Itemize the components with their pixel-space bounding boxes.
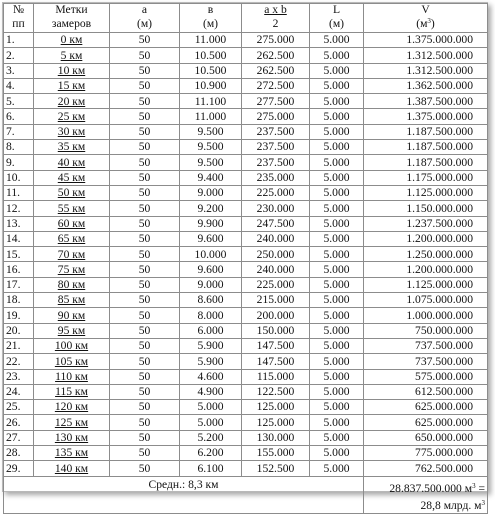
cell-ab2: 225.000 <box>242 185 310 200</box>
cell-mark: 20 км <box>34 94 110 109</box>
cell-num: 3. <box>4 63 34 78</box>
cell-a: 50 <box>110 323 180 338</box>
table-row <box>4 124 488 139</box>
cell-mark: 40 км <box>34 155 110 170</box>
cell-a: 50 <box>110 201 180 216</box>
header-L: L <box>310 4 364 19</box>
cell-mark: 0 км <box>34 33 110 48</box>
cell-b: 5.900 <box>180 338 242 353</box>
cell-num: 20. <box>4 323 34 338</box>
header-ab2: а х b <box>242 4 310 19</box>
table-row <box>4 185 488 200</box>
cell-mark: 15 км <box>34 78 110 93</box>
cell-V: 775.000.000 <box>364 446 488 461</box>
cell-ab2: 225.000 <box>242 277 310 292</box>
cell-mark: 85 км <box>34 293 110 308</box>
cell-ab2: 147.500 <box>242 338 310 353</box>
cell-mark: 120 км <box>34 400 110 415</box>
header-row-2 <box>4 18 488 33</box>
cell-L: 5.000 <box>310 369 364 384</box>
cell-num: 10. <box>4 170 34 185</box>
cell-num: 17. <box>4 277 34 292</box>
cell-L: 5.000 <box>310 231 364 246</box>
cell-L: 5.000 <box>310 216 364 231</box>
cell-L: 5.000 <box>310 94 364 109</box>
cell-L: 5.000 <box>310 277 364 292</box>
header-V: V <box>364 4 488 19</box>
footer-row <box>4 476 488 513</box>
cell-V: 1.375.000.000 <box>364 33 488 48</box>
cell-a: 50 <box>110 354 180 369</box>
cell-ab2: 240.000 <box>242 262 310 277</box>
cell-b: 8.000 <box>180 308 242 323</box>
cell-mark: 25 км <box>34 109 110 124</box>
table-row <box>4 384 488 399</box>
cell-mark: 100 км <box>34 338 110 353</box>
cell-V: 737.500.000 <box>364 338 488 353</box>
cell-ab2: 200.000 <box>242 308 310 323</box>
cell-num: 2. <box>4 48 34 63</box>
header-num: № <box>4 4 34 19</box>
cell-ab2: 277.500 <box>242 94 310 109</box>
cell-L: 5.000 <box>310 323 364 338</box>
cell-L: 5.000 <box>310 461 364 476</box>
cell-a: 50 <box>110 415 180 430</box>
cell-ab2: 230.000 <box>242 201 310 216</box>
cell-b: 5.000 <box>180 415 242 430</box>
cell-V: 625.000.000 <box>364 415 488 430</box>
table-row <box>4 262 488 277</box>
table-row <box>4 415 488 430</box>
cell-num: 29. <box>4 461 34 476</box>
cell-ab2: 155.000 <box>242 446 310 461</box>
cell-num: 24. <box>4 384 34 399</box>
table-row <box>4 338 488 353</box>
cell-ab2: 272.500 <box>242 78 310 93</box>
cell-a: 50 <box>110 231 180 246</box>
cell-num: 12. <box>4 201 34 216</box>
cell-ab2: 152.500 <box>242 461 310 476</box>
cell-mark: 10 км <box>34 63 110 78</box>
cell-num: 21. <box>4 338 34 353</box>
cell-a: 50 <box>110 124 180 139</box>
cell-L: 5.000 <box>310 170 364 185</box>
cell-num: 26. <box>4 415 34 430</box>
cell-L: 5.000 <box>310 247 364 262</box>
cell-b: 5.200 <box>180 430 242 445</box>
table-row <box>4 354 488 369</box>
cell-V: 1.187.500.000 <box>364 140 488 155</box>
cell-V: 1.312.500.000 <box>364 48 488 63</box>
table-row <box>4 33 488 48</box>
cell-mark: 35 км <box>34 140 110 155</box>
cell-mark: 125 км <box>34 415 110 430</box>
cell-L: 5.000 <box>310 400 364 415</box>
cell-V: 1.362.500.000 <box>364 78 488 93</box>
cell-b: 9.600 <box>180 231 242 246</box>
cell-num: 18. <box>4 293 34 308</box>
cell-mark: 105 км <box>34 354 110 369</box>
cell-V: 1.237.500.000 <box>364 216 488 231</box>
cell-a: 50 <box>110 155 180 170</box>
total-volume: 28.837.500.000 $м^3$ = 28,8 млрд. $м^3$ <box>364 476 488 513</box>
cell-L: 5.000 <box>310 338 364 353</box>
cell-num: 5. <box>4 94 34 109</box>
cell-L: 5.000 <box>310 201 364 216</box>
cell-num: 11. <box>4 185 34 200</box>
cell-b: 9.600 <box>180 262 242 277</box>
cell-mark: 110 км <box>34 369 110 384</box>
cell-L: 5.000 <box>310 78 364 93</box>
data-table-frame <box>2 2 488 512</box>
cell-b: 9.500 <box>180 155 242 170</box>
cell-num: 14. <box>4 231 34 246</box>
cell-num: 25. <box>4 400 34 415</box>
cell-a: 50 <box>110 369 180 384</box>
cell-ab2: 237.500 <box>242 155 310 170</box>
cell-L: 5.000 <box>310 415 364 430</box>
table-row <box>4 446 488 461</box>
cell-mark: 90 км <box>34 308 110 323</box>
table-row <box>4 430 488 445</box>
cell-V: 1.187.500.000 <box>364 155 488 170</box>
cell-ab2: 275.000 <box>242 33 310 48</box>
cell-mark: 65 км <box>34 231 110 246</box>
table-row <box>4 293 488 308</box>
cell-ab2: 237.500 <box>242 124 310 139</box>
cell-a: 50 <box>110 430 180 445</box>
cell-mark: 50 км <box>34 185 110 200</box>
cell-ab2: 122.500 <box>242 384 310 399</box>
cell-num: 8. <box>4 140 34 155</box>
cell-ab2: 115.000 <box>242 369 310 384</box>
cell-num: 23. <box>4 369 34 384</box>
cell-b: 4.900 <box>180 384 242 399</box>
cell-ab2: 150.000 <box>242 323 310 338</box>
table-row <box>4 78 488 93</box>
cell-a: 50 <box>110 170 180 185</box>
header-mark-sub: замеров <box>34 18 110 33</box>
cell-b: 9.500 <box>180 140 242 155</box>
cell-b: 9.500 <box>180 124 242 139</box>
cell-b: 9.400 <box>180 170 242 185</box>
header-a-unit: (м) <box>110 18 180 33</box>
cell-b: 11.000 <box>180 33 242 48</box>
cell-a: 50 <box>110 78 180 93</box>
header-mark: Метки <box>34 4 110 19</box>
cell-L: 5.000 <box>310 48 364 63</box>
header-a: а <box>110 4 180 19</box>
cell-a: 50 <box>110 185 180 200</box>
table-row <box>4 323 488 338</box>
cell-a: 50 <box>110 293 180 308</box>
cell-L: 5.000 <box>310 155 364 170</box>
table-row <box>4 308 488 323</box>
cell-L: 5.000 <box>310 185 364 200</box>
cell-b: 5.000 <box>180 400 242 415</box>
cell-ab2: 275.000 <box>242 109 310 124</box>
cell-a: 50 <box>110 277 180 292</box>
cell-a: 50 <box>110 461 180 476</box>
cell-V: 1.250.000.000 <box>364 247 488 262</box>
cell-b: 6.100 <box>180 461 242 476</box>
cell-V: 625.000.000 <box>364 400 488 415</box>
cell-ab2: 235.000 <box>242 170 310 185</box>
cell-V: 1.125.000.000 <box>364 277 488 292</box>
header-L-unit: (м) <box>310 18 364 33</box>
table-row <box>4 461 488 476</box>
cell-num: 6. <box>4 109 34 124</box>
cell-num: 15. <box>4 247 34 262</box>
cell-b: 9.000 <box>180 185 242 200</box>
cell-V: 1.000.000.000 <box>364 308 488 323</box>
cell-a: 50 <box>110 400 180 415</box>
cell-L: 5.000 <box>310 262 364 277</box>
header-b-unit: (м) <box>180 18 242 33</box>
cell-L: 5.000 <box>310 354 364 369</box>
cell-V: 1.187.500.000 <box>364 124 488 139</box>
cell-mark: 140 км <box>34 461 110 476</box>
cell-mark: 95 км <box>34 323 110 338</box>
average-label: Средн.: 8,3 км <box>4 476 364 513</box>
cell-ab2: 262.500 <box>242 48 310 63</box>
table-row <box>4 155 488 170</box>
table-row <box>4 247 488 262</box>
cell-ab2: 147.500 <box>242 354 310 369</box>
cell-mark: 60 км <box>34 216 110 231</box>
cell-L: 5.000 <box>310 63 364 78</box>
cell-b: 9.000 <box>180 277 242 292</box>
cell-mark: 45 км <box>34 170 110 185</box>
cell-b: 10.900 <box>180 78 242 93</box>
cell-a: 50 <box>110 48 180 63</box>
table-row <box>4 277 488 292</box>
cell-num: 22. <box>4 354 34 369</box>
cell-mark: 55 км <box>34 201 110 216</box>
cell-V: 1.200.000.000 <box>364 231 488 246</box>
header-num-sub: пп <box>4 18 34 33</box>
cell-ab2: 240.000 <box>242 231 310 246</box>
cell-L: 5.000 <box>310 430 364 445</box>
cell-V: 737.500.000 <box>364 354 488 369</box>
cell-b: 5.900 <box>180 354 242 369</box>
cell-ab2: 215.000 <box>242 293 310 308</box>
cell-b: 6.000 <box>180 323 242 338</box>
cell-L: 5.000 <box>310 446 364 461</box>
header-V-unit: $(м^3)$ <box>364 18 488 33</box>
cell-a: 50 <box>110 338 180 353</box>
cell-b: 10.000 <box>180 247 242 262</box>
cell-num: 16. <box>4 262 34 277</box>
cell-ab2: 125.000 <box>242 415 310 430</box>
cell-mark: 5 км <box>34 48 110 63</box>
cell-b: 10.500 <box>180 48 242 63</box>
cell-b: 11.000 <box>180 109 242 124</box>
cell-V: 612.500.000 <box>364 384 488 399</box>
measurements-table <box>3 3 488 514</box>
cell-ab2: 262.500 <box>242 63 310 78</box>
cell-b: 9.900 <box>180 216 242 231</box>
table-row <box>4 48 488 63</box>
cell-V: 1.150.000.000 <box>364 201 488 216</box>
table-row <box>4 201 488 216</box>
cell-b: 8.600 <box>180 293 242 308</box>
table-row <box>4 63 488 78</box>
cell-a: 50 <box>110 109 180 124</box>
cell-mark: 70 км <box>34 247 110 262</box>
cell-mark: 75 км <box>34 262 110 277</box>
cell-a: 50 <box>110 33 180 48</box>
cell-L: 5.000 <box>310 124 364 139</box>
table-row <box>4 109 488 124</box>
cell-num: 27. <box>4 430 34 445</box>
table-row <box>4 94 488 109</box>
cell-V: 575.000.000 <box>364 369 488 384</box>
cell-a: 50 <box>110 262 180 277</box>
cell-b: 4.600 <box>180 369 242 384</box>
table-row <box>4 369 488 384</box>
cell-L: 5.000 <box>310 293 364 308</box>
cell-mark: 135 км <box>34 446 110 461</box>
cell-a: 50 <box>110 446 180 461</box>
cell-a: 50 <box>110 308 180 323</box>
cell-b: 11.100 <box>180 94 242 109</box>
table-body <box>4 33 488 477</box>
cell-L: 5.000 <box>310 140 364 155</box>
cell-num: 7. <box>4 124 34 139</box>
cell-V: 650.000.000 <box>364 430 488 445</box>
cell-a: 50 <box>110 140 180 155</box>
cell-V: 1.175.000.000 <box>364 170 488 185</box>
cell-mark: 80 км <box>34 277 110 292</box>
cell-num: 9. <box>4 155 34 170</box>
cell-num: 28. <box>4 446 34 461</box>
cell-b: 9.200 <box>180 201 242 216</box>
cell-num: 4. <box>4 78 34 93</box>
header-ab2-denominator: 2 <box>242 18 310 33</box>
cell-L: 5.000 <box>310 109 364 124</box>
cell-num: 19. <box>4 308 34 323</box>
cell-L: 5.000 <box>310 33 364 48</box>
table-row <box>4 140 488 155</box>
cell-V: 1.375.000.000 <box>364 109 488 124</box>
cell-a: 50 <box>110 94 180 109</box>
header-b: в <box>180 4 242 19</box>
cell-V: 750.000.000 <box>364 323 488 338</box>
cell-mark: 130 км <box>34 430 110 445</box>
cell-V: 1.075.000.000 <box>364 293 488 308</box>
cell-V: 1.312.500.000 <box>364 63 488 78</box>
cell-a: 50 <box>110 216 180 231</box>
cell-V: 1.387.500.000 <box>364 94 488 109</box>
cell-a: 50 <box>110 384 180 399</box>
cell-V: 1.200.000.000 <box>364 262 488 277</box>
cell-a: 50 <box>110 247 180 262</box>
table-row <box>4 231 488 246</box>
cell-a: 50 <box>110 63 180 78</box>
cell-L: 5.000 <box>310 384 364 399</box>
header-row-1 <box>4 4 488 19</box>
cell-ab2: 130.000 <box>242 430 310 445</box>
cell-mark: 115 км <box>34 384 110 399</box>
cell-V: 762.500.000 <box>364 461 488 476</box>
table-row <box>4 400 488 415</box>
cell-ab2: 125.000 <box>242 400 310 415</box>
table-row <box>4 170 488 185</box>
table-row <box>4 216 488 231</box>
cell-V: 1.125.000.000 <box>364 185 488 200</box>
cell-ab2: 250.000 <box>242 247 310 262</box>
cell-L: 5.000 <box>310 308 364 323</box>
cell-ab2: 237.500 <box>242 140 310 155</box>
cell-num: 13. <box>4 216 34 231</box>
cell-ab2: 247.500 <box>242 216 310 231</box>
cell-mark: 30 км <box>34 124 110 139</box>
cell-num: 1. <box>4 33 34 48</box>
cell-b: 10.500 <box>180 63 242 78</box>
cell-b: 6.200 <box>180 446 242 461</box>
